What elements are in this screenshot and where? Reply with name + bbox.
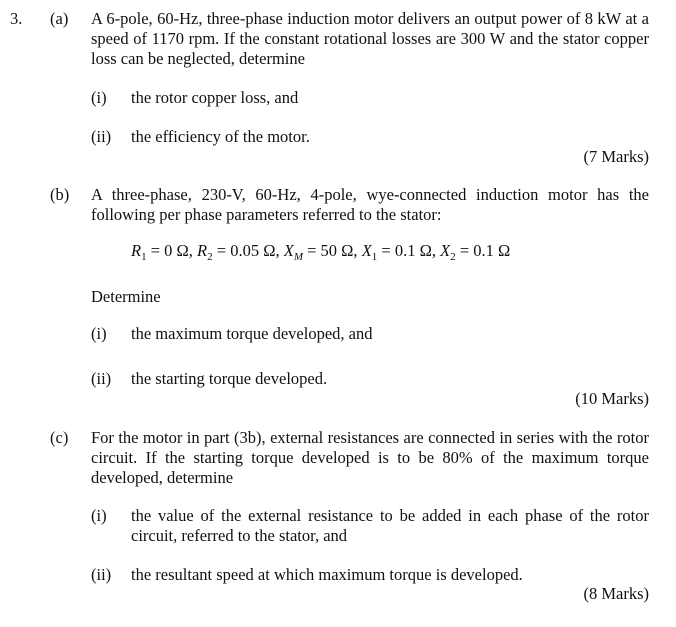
marks-label: (10 Marks)	[575, 389, 649, 408]
item-text: the resultant speed at which maximum torque is developed.	[131, 565, 523, 584]
marks-label: (7 Marks)	[583, 147, 649, 166]
item-label: (ii)	[91, 565, 112, 584]
item-text: the value of the external resistance to be added in each phase of the rotor circuit, referred to the stator, and	[131, 506, 649, 545]
eq-subscript: 2	[207, 251, 213, 263]
determine-label: Determine	[91, 287, 161, 306]
part-text: A three-phase, 230-V, 60-Hz, 4-pole, wye-connected induction motor has the following per phase parameters referred to the stator:	[91, 185, 649, 224]
part-label: (a)	[50, 9, 69, 28]
part-text: A 6-pole, 60-Hz, three-phase induction motor delivers an output power of 8 kW at a speed of 1170 rpm. If the constant rotational losses are 300 W and the stator copper loss can be neglected, determine	[91, 9, 649, 68]
item-label: (ii)	[91, 369, 112, 388]
item-label: (i)	[91, 506, 107, 525]
marks-label: (8 Marks)	[583, 584, 649, 603]
eq-value: = 0.1 Ω	[455, 241, 511, 260]
item-label: (i)	[91, 88, 107, 107]
eq-symbol: R	[197, 241, 208, 260]
eq-value: = 0.1 Ω,	[377, 241, 441, 260]
item-text: the maximum torque developed, and	[131, 324, 373, 343]
part-label: (b)	[50, 185, 70, 204]
item-text: the rotor copper loss, and	[131, 88, 299, 107]
eq-symbol: X	[361, 241, 372, 260]
item-label: (i)	[91, 324, 107, 343]
parameter-equation	[131, 241, 510, 261]
item-text: the starting torque developed.	[131, 369, 328, 388]
part-text: For the motor in part (3b), external resistances are connected in series with the rotor circuit. If the starting torque developed is to be 80% of the maximum torque developed, determine	[91, 428, 649, 487]
item-label: (ii)	[91, 127, 112, 146]
item-text: the efficiency of the motor.	[131, 127, 310, 146]
part-label: (c)	[50, 428, 69, 447]
eq-value: = 0 Ω,	[146, 241, 198, 260]
eq-subscript: 1	[371, 251, 378, 263]
eq-symbol: R	[131, 241, 142, 260]
eq-subscript: 2	[450, 251, 456, 263]
eq-symbol: X	[283, 241, 294, 260]
eq-symbol: X	[440, 241, 451, 260]
question-number: 3.	[10, 9, 23, 28]
eq-value: = 0.05 Ω,	[212, 241, 284, 260]
eq-value: = 50 Ω,	[302, 241, 362, 260]
eq-subscript: 1	[141, 251, 147, 263]
eq-subscript: M	[293, 251, 303, 263]
